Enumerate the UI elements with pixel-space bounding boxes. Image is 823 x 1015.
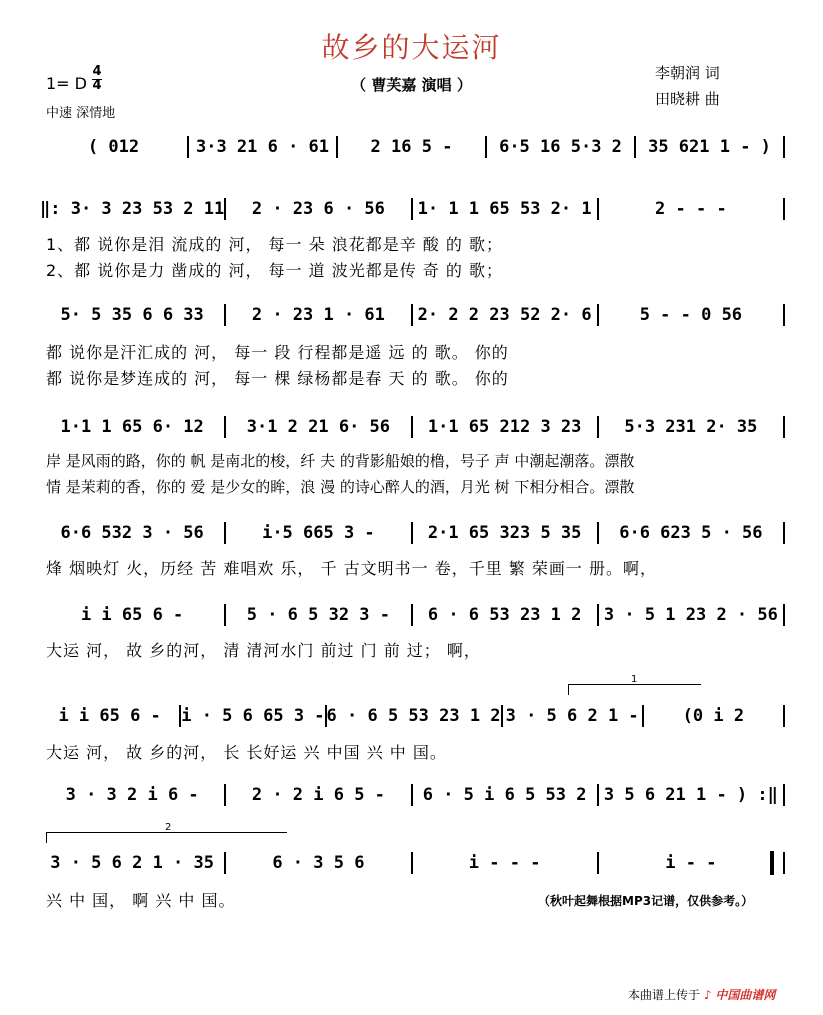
score-line-1: [40, 136, 785, 158]
score-line-5: [40, 522, 785, 544]
measure: 6 · 3 5 6: [272, 853, 365, 873]
volta-1-label: 1: [631, 674, 638, 685]
score-line-3: [40, 304, 785, 326]
lyric-line-4a: 岸 是风雨的路，你的 帆 是南北的梭，纤 夫 的背影船娘的橹，号子 声 中潮起潮落。漂散: [46, 452, 635, 470]
score-line-6: [40, 604, 785, 626]
first-ending: [568, 674, 701, 695]
measure: 6 · 5 i 6 5 53 2: [422, 785, 587, 805]
measure: 6·5 16 5·3 2: [499, 137, 622, 157]
measure: 1·1 65 212 3 23: [427, 417, 582, 437]
transcription-note: （秋叶起舞根据MP3记谱，仅供参考。）: [538, 894, 754, 908]
key-signature: 1= D: [46, 74, 87, 93]
lyric-line-2b: 2、都 说你是力 凿成的 河， 每一 道 波光都是传 奇 的 歌；: [46, 261, 503, 280]
measure: 2 16 5 -: [370, 137, 453, 157]
song-title: 故乡的大运河: [321, 31, 502, 64]
barline: [783, 852, 785, 874]
lyric-line-6: 大运 河， 故 乡的河， 清 清河水门 前过 门 前 过； 啊，: [46, 641, 481, 660]
measure: 2 · 2 i 6 5 -: [251, 785, 385, 805]
barline: [783, 136, 785, 158]
barline: [783, 604, 785, 626]
lyric-line-7: 大运 河， 故 乡的河， 长 长好运 兴 中国 兴 中 国。: [46, 743, 447, 762]
measure: 3 · 5 6 2 1 · 35: [50, 853, 214, 873]
measure: 3·3 21 6 · 61: [195, 137, 330, 157]
measure: 6·6 623 5 · 56: [619, 523, 763, 543]
upload-text: 本曲谱上传于: [628, 988, 701, 1002]
measure: i·5 665 3 -: [262, 523, 375, 543]
measure: 3 · 3 2 i 6 -: [65, 785, 199, 805]
lyric-line-3b: 都 说你是梦连成的 河， 每一 棵 绿杨都是春 天 的 歌。 你的: [46, 369, 509, 388]
measure: 5· 5 35 6 6 33: [60, 305, 204, 325]
meter-top: 4: [92, 64, 102, 79]
measure: 1· 1 1 65 53 2· 1: [417, 199, 592, 219]
singer-credit: （ 曹芙嘉 演唱 ）: [351, 76, 472, 94]
measure: i i 65 6 -: [58, 706, 161, 726]
barline: [783, 705, 785, 727]
measure: 2 - - -: [655, 199, 727, 219]
measure: 6 · 6 53 23 1 2: [427, 605, 582, 625]
lyric-line-9: 兴 中 国， 啊 兴 中 国。: [46, 891, 236, 910]
measure: ‖: 3· 3 23 53 2 11: [40, 199, 225, 219]
barline: [783, 304, 785, 326]
score-line-2: [40, 198, 785, 220]
barline: [783, 784, 785, 806]
barline: [783, 416, 785, 438]
second-ending: [46, 822, 287, 843]
measure: 1·1 1 65 6· 12: [60, 417, 204, 437]
composer: 田晓耕 曲: [655, 90, 720, 108]
meter-bottom: 4: [92, 78, 102, 93]
score-line-8: [40, 784, 785, 806]
measure: 6 · 6 5 53 23 1 2: [326, 706, 501, 726]
measure: (0 i 2: [682, 706, 745, 726]
footer: [628, 986, 775, 1003]
lyric-line-5: 烽 烟映灯 火，历经 苦 难唱欢 乐， 千 古文明书一 卷，千里 繁 荣画一 册。啊，: [46, 559, 657, 578]
barline: [783, 198, 785, 220]
measure: i - - -: [468, 853, 541, 873]
measure: 5 - - 0 56: [639, 305, 743, 325]
measure: 3 · 5 1 23 2 · 56: [603, 605, 778, 625]
measure: i i 65 6 -: [80, 605, 184, 625]
final-barline: [770, 851, 774, 875]
volta-2-label: 2: [165, 822, 172, 833]
measure: 35 621 1 - ): [648, 137, 771, 157]
measure: 6·6 532 3 · 56: [60, 523, 204, 543]
measure: 3·1 2 21 6· 56: [246, 417, 391, 437]
score-line-4: [40, 416, 785, 438]
measure: 3 5 6 21 1 - ) :‖: [603, 785, 778, 805]
lyric-line-3a: 都 说你是汗汇成的 河， 每一 段 行程都是遥 远 的 歌。 你的: [46, 343, 509, 362]
barline: [783, 522, 785, 544]
measure: i · 5 6 65 3 -: [181, 706, 325, 726]
measure: 2· 2 2 23 52 2· 6: [417, 305, 592, 325]
time-signature: [92, 66, 102, 92]
measure: 2·1 65 323 5 35: [427, 523, 582, 543]
music-note-icon: ♪: [703, 988, 712, 1002]
measure: 5 · 6 5 32 3 -: [246, 605, 391, 625]
tempo-marking: 中速 深情地: [46, 106, 116, 121]
lyric-line-4b: 情 是茉莉的香，你的 爱 是少女的眸，浪 漫 的诗心醉人的酒，月光 树 下相分相合。漂散: [46, 478, 635, 496]
measure: 2 · 23 1 · 61: [251, 305, 385, 325]
credits: [655, 60, 720, 112]
lyricist: 李朝润 词: [655, 64, 720, 82]
measure: 3 · 5 6 2 1 -: [505, 706, 639, 726]
site-logo: 中国曲谱网: [715, 988, 776, 1002]
measure: ( 012: [87, 137, 140, 157]
lyric-line-2a: 1、都 说你是泪 流成的 河， 每一 朵 浪花都是辛 酸 的 歌；: [46, 235, 503, 254]
score-line-9: [40, 852, 785, 874]
score-line-7: [40, 705, 785, 727]
measure: i - -: [665, 853, 717, 873]
measure: 2 · 23 6 · 56: [251, 199, 385, 219]
measure: 5·3 231 2· 35: [624, 417, 758, 437]
